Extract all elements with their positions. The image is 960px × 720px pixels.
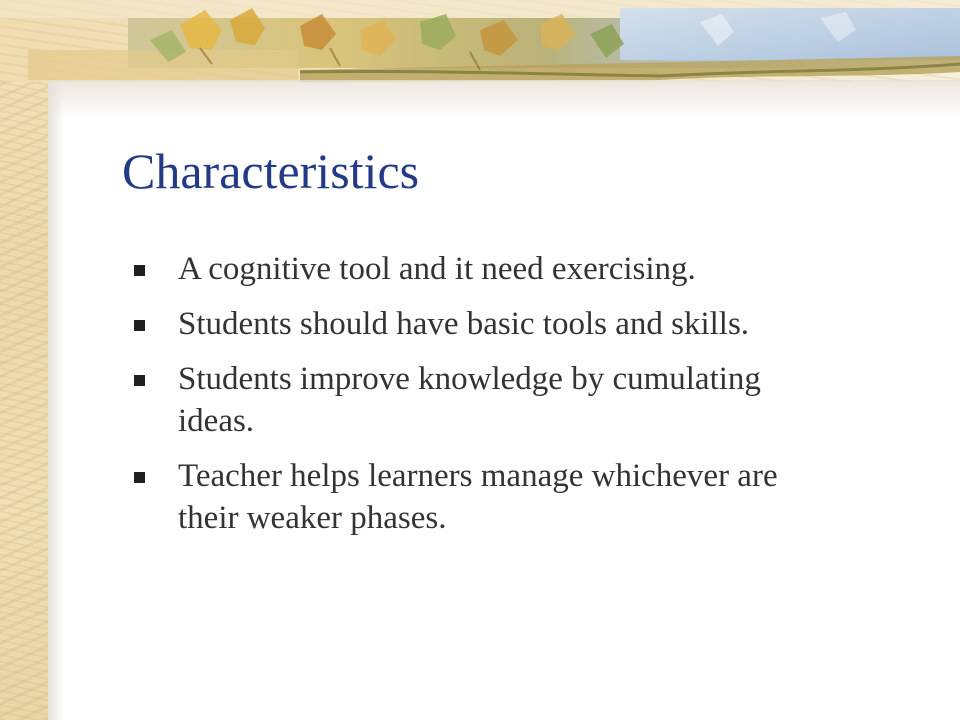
bullet-item [132, 303, 892, 345]
square-bullet-icon [134, 472, 145, 483]
left-strip-shadow [48, 80, 64, 720]
bullet-text: Students should have basic tools and skills. [178, 306, 750, 342]
square-bullet-icon [134, 320, 145, 331]
bullet-text: Teacher helps learners manage whichever are their weaker phases. [178, 458, 778, 536]
banner-shadow [48, 80, 960, 120]
bullet-text: A cognitive tool and it need exercising. [178, 251, 696, 287]
square-bullet-icon [134, 375, 145, 386]
bullet-text: Students improve knowledge by cumulating ideas. [178, 361, 761, 439]
bullet-item [132, 455, 892, 539]
bullet-item [132, 358, 892, 442]
slide-title: Characteristics [122, 143, 420, 199]
bullet-item [132, 248, 892, 290]
square-bullet-icon [134, 265, 145, 276]
bullet-list [132, 248, 892, 552]
